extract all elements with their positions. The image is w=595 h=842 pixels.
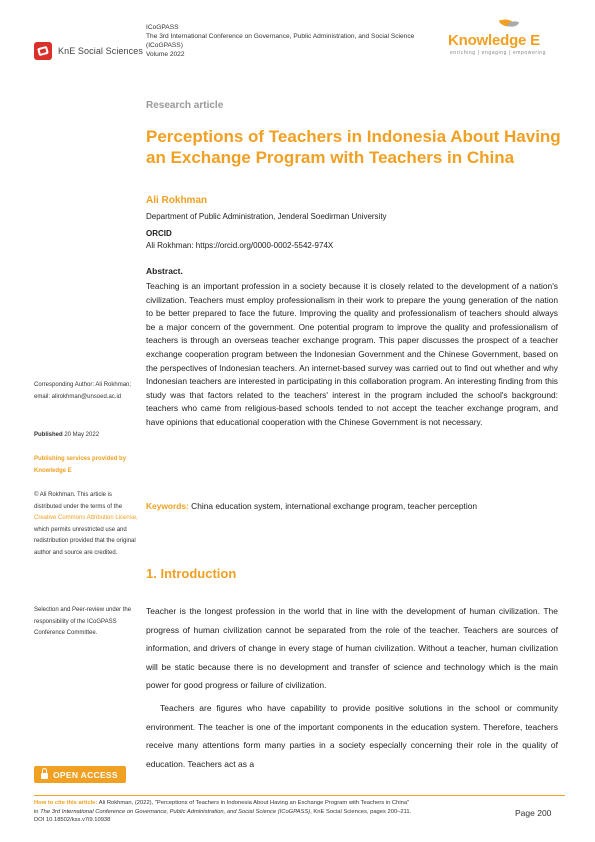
- doi[interactable]: DOI 10.18502/kss.v7i9.10938: [34, 817, 111, 824]
- cite-journal: The 3rd International Conference on Governance, Public Administration, and Social Science (ICoGPASS): [40, 808, 311, 815]
- cite-in: in: [34, 808, 39, 815]
- copyright-text: Ali Rokhman. This article is distributed under the terms of the: [34, 492, 123, 510]
- author-name: Ali Rokhman: [146, 195, 208, 206]
- knowledge-e-logo: [448, 20, 558, 56]
- publishing-services: Publishing services provided by Knowledge E: [34, 456, 127, 474]
- open-access-label: OPEN ACCESS: [53, 769, 118, 780]
- corresponding-author: Corresponding Author: Ali Rokhman; email: alirokhman@unsoed.ac.id: [34, 382, 132, 400]
- copyright-icon: ©: [34, 492, 39, 498]
- peer-review-note: Selection and Peer-review under the responsibility of the ICoGPASS Conference Committee.: [34, 607, 132, 637]
- section-title: 1. Introduction: [146, 566, 237, 581]
- publisher-brand: [34, 42, 143, 60]
- citation-line-1: [34, 799, 554, 808]
- body-text: [146, 602, 558, 777]
- cite-label: How to cite this article:: [34, 800, 98, 806]
- cite-pages: , KnE Social Sciences, pages 200–211.: [310, 808, 412, 815]
- author-affiliation: Department of Public Administration, Jenderal Soedirman University: [146, 212, 387, 221]
- paragraph-2: Teachers are figures who have capability to provide positive solutions in the school or community environment. The teacher is one of the important components in the education system. Therefore, teachers receive many attentions form many parties in a society especially concerning their role in the quality of education. Teachers act as a: [146, 702, 558, 769]
- brand-name: KnE Social Sciences: [58, 46, 143, 56]
- published-date: 20 May 2022: [64, 432, 100, 438]
- copyright-rest: which permits unrestricted use and redistribution provided that the original author and source are credited.: [34, 526, 136, 556]
- journal-info: [146, 23, 446, 59]
- orcid-heading: ORCID: [146, 229, 172, 238]
- abstract-heading: Abstract.: [146, 266, 183, 276]
- footer-divider: [34, 795, 565, 796]
- journal-acronym: ICoGPASS: [146, 24, 179, 31]
- cite-text: Ali Rokhman, (2022), "Perceptions of Teachers in Indonesia About Having an Exchange Program with Teachers in China": [98, 800, 410, 806]
- citation-footer: [34, 799, 554, 825]
- article-type: Research article: [146, 100, 224, 111]
- page-number: Page 200: [515, 808, 552, 818]
- citation-line-2: [34, 808, 554, 817]
- cc-license-link[interactable]: Creative Commons Attribution License,: [34, 515, 138, 522]
- published-label: Published: [34, 432, 63, 438]
- logo-tagline: enriching | engaging | empowering: [450, 50, 547, 56]
- published-info: [34, 430, 138, 442]
- keywords: [146, 500, 558, 514]
- kne-logo-icon: [34, 42, 52, 60]
- logo-word: Knowledge E: [448, 32, 540, 49]
- abstract-text: Teaching is an important profession in a society because it is closely related to the development of a nation's civilization. Teachers must employ professionalism in their work to prepare the young generation of the nation to be better prepared to face the future. Improving the quality and professionalism of teachers should always be a major concern of the government. One potential program to improve the quality and professionalism of teachers is through an overseas teacher exchange program. This paper discusses the prospect of a teacher exchange cooperation program between the Indonesian Government and the Chinese Government, based on the perspectives of Indonesian teachers. An internet-based survey was carried out to find out whether and why Indonesian teachers are interested in participating in this collaboration program. An interesting finding from this study was that factors related to the teachers' interest in the program included the school's background: teachers who came from religious-based schools tended to not accept the teacher exchange program, and have opinions that educational cooperation with the Chinese Government is not necessary.: [146, 281, 558, 427]
- orcid-link[interactable]: Ali Rokhman: https://orcid.org/0000-0002-5542-974X: [146, 241, 334, 250]
- article-title: Perceptions of Teachers in Indonesia About Having an Exchange Program with Teachers in China: [146, 127, 561, 167]
- keywords-label: Keywords:: [146, 501, 189, 511]
- open-lock-icon: [41, 773, 48, 779]
- open-access-badge: [34, 766, 126, 783]
- paragraph-1: Teacher is the longest profession in the world that in line with the development of human civilization. The progress of human civilization cannot be separated from the role of the teacher. Teachers are sources of information, and drivers of change in every stage of human civilization. Without a teacher, human civilization will be static because there is no development and transfer of science and technology which is the main power for good progress or failure of civilization.: [146, 606, 558, 691]
- journal-full-name: The 3rd International Conference on Governance, Public Administration, and Social Science (ICoGPASS): [146, 33, 415, 49]
- keywords-text: China education system, international exchange program, teacher perception: [191, 501, 478, 511]
- copyright-notice: [34, 490, 138, 560]
- journal-volume: Volume 2022: [146, 51, 185, 58]
